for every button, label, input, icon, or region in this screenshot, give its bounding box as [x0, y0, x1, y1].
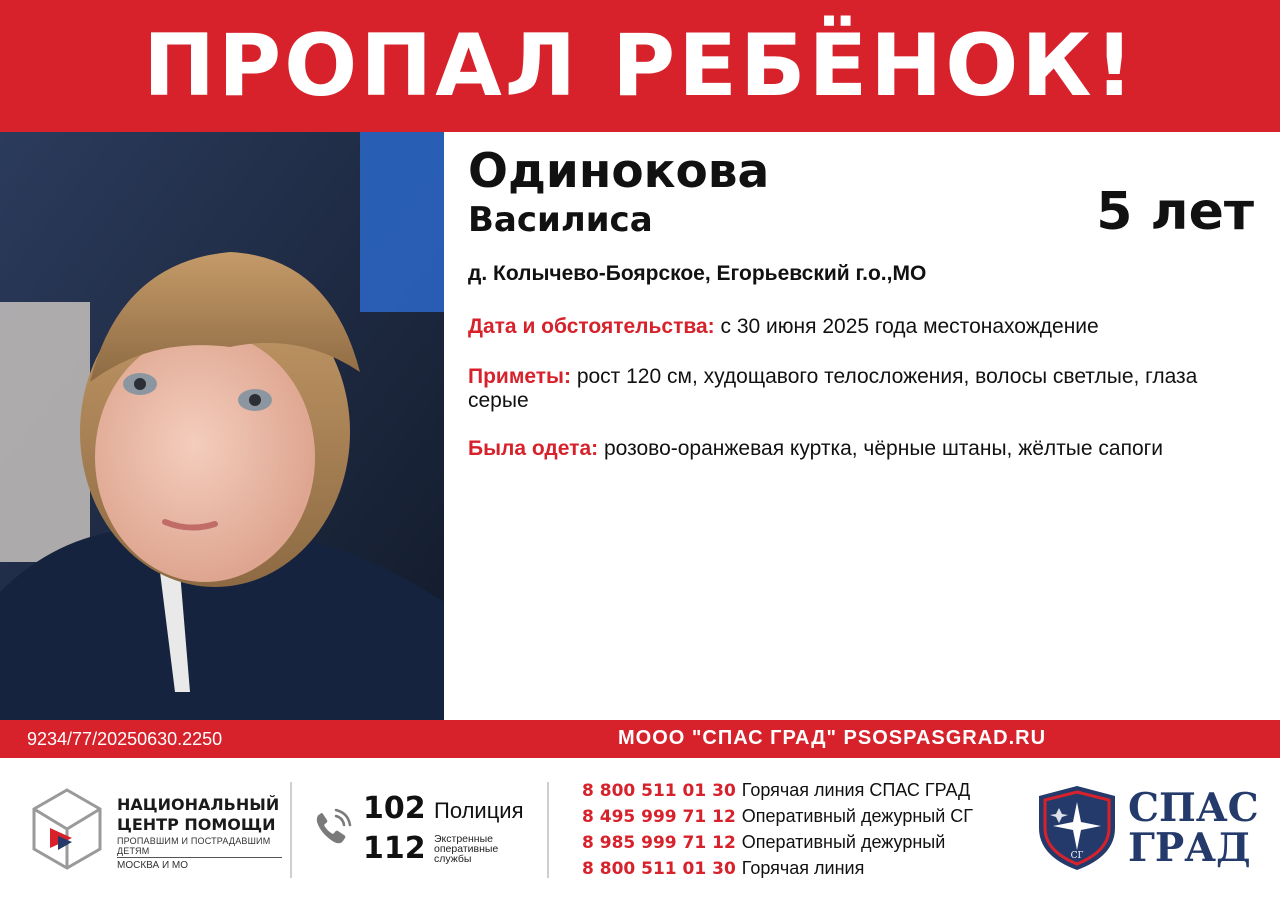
ncp-subtitle: ПРОПАВШИМ И ПОСТРАДАВШИМ ДЕТЯМ — [117, 836, 282, 858]
footer-divider — [290, 782, 292, 878]
contact-label: Горячая линия СПАС ГРАД — [741, 780, 971, 800]
features-label: Приметы: — [468, 365, 571, 388]
last-seen-location: д. Колычево-Боярское, Егорьевский г.о.,МО — [468, 262, 927, 285]
ncp-title-line2: ЦЕНТР ПОМОЩИ — [117, 815, 276, 834]
contact-label: Оперативный дежурный СГ — [741, 806, 974, 826]
features-paragraph — [468, 365, 1248, 413]
header-banner — [0, 0, 1280, 132]
contact-label: Горячая линия — [741, 858, 865, 878]
contact-phone[interactable]: 8 800 511 01 30 — [582, 781, 736, 801]
child-first-name: Василиса — [468, 200, 653, 240]
child-photo — [0, 132, 444, 720]
features-text: рост 120 см, худощавого телосложения, волосы светлые, глаза серые — [468, 365, 1198, 412]
spas-grad-shield-icon — [1035, 784, 1119, 872]
emergency-label: Экстренные оперативные службы — [434, 833, 499, 865]
contact-item — [582, 804, 973, 830]
clothing-paragraph — [468, 437, 1248, 461]
spas-grad-logo-text — [1128, 785, 1259, 871]
contact-phone[interactable]: 8 800 511 01 30 — [582, 859, 736, 879]
spas-grad-emblem-text: СГ — [1070, 851, 1084, 861]
ncp-logo-icon — [28, 786, 106, 872]
spas-grad-line1: СПАС — [1128, 785, 1259, 831]
contact-item — [582, 778, 973, 804]
circumstances-label: Дата и обстоятельства: — [468, 315, 715, 338]
phone-icon — [312, 808, 352, 848]
spas-grad-line2: ГРАД — [1128, 825, 1251, 871]
emergency-number[interactable]: 112 — [363, 831, 426, 866]
police-label: Полиция — [434, 798, 524, 823]
clothing-text: розово-оранжевая куртка, чёрные штаны, жёлтые сапоги — [598, 437, 1164, 460]
contact-phone[interactable]: 8 985 999 71 12 — [582, 833, 736, 853]
circumstances-paragraph — [468, 315, 1248, 339]
contact-phone[interactable]: 8 495 999 71 12 — [582, 807, 736, 827]
contact-item — [582, 856, 973, 882]
ncp-region: МОСКВА И МО — [117, 860, 189, 871]
ncp-title-line1: НАЦИОНАЛЬНЫЙ — [117, 795, 280, 814]
footer — [0, 758, 1280, 902]
ncp-block — [117, 795, 282, 871]
info-panel — [444, 132, 1280, 720]
circumstances-text: с 30 июня 2025 года местонахождение — [714, 315, 1099, 338]
contact-item — [582, 830, 973, 856]
child-photo-image — [0, 132, 444, 720]
org-website[interactable]: МООО "СПАС ГРАД" PSOSPASGRAD.RU — [618, 727, 1047, 749]
footer-divider — [547, 782, 549, 878]
contact-label: Оперативный дежурный — [741, 832, 946, 852]
child-age: 5 лет — [1096, 182, 1254, 242]
clothing-label: Была одета: — [468, 437, 599, 460]
child-surname: Одинокова — [468, 144, 770, 199]
page-title: ПРОПАЛ РЕБЁНОК! — [143, 16, 1137, 116]
contact-list — [582, 778, 973, 882]
police-number[interactable]: 102 — [363, 791, 426, 826]
case-id: 9234/77/20250630.2250 — [27, 729, 223, 749]
bottom-info-bar — [0, 720, 1280, 758]
